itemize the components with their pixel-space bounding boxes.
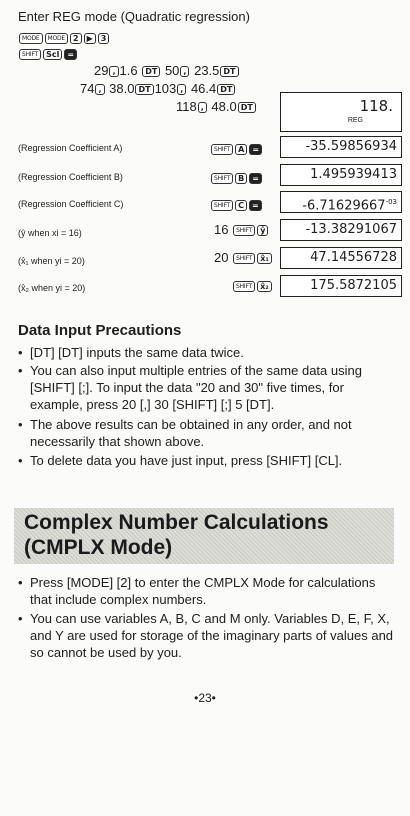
display-value: 118. bbox=[359, 97, 393, 115]
result-label: (x̂₂ when yi = 20) bbox=[18, 283, 86, 293]
result-keys bbox=[210, 170, 263, 188]
page-number: •23• bbox=[194, 691, 216, 705]
three-key: 3 bbox=[98, 33, 110, 44]
cmplx-title-line-1: Complex Number Calculations bbox=[24, 511, 329, 534]
shift-key: SHIFT bbox=[233, 253, 255, 264]
result-display: -13.38291067 bbox=[280, 219, 402, 241]
list-item: • The above results can be obtained in any order, and not necessarily that shown above. bbox=[18, 416, 396, 450]
dt-key: DT bbox=[220, 66, 238, 77]
exponent: -03 bbox=[385, 198, 397, 206]
shift-key: SHIFT bbox=[233, 225, 255, 236]
dt-key: DT bbox=[135, 84, 153, 95]
main-display bbox=[280, 92, 402, 132]
precautions-heading: Data Input Precautions bbox=[18, 322, 182, 339]
comma-key: , bbox=[177, 84, 186, 95]
comma-key: , bbox=[95, 84, 104, 95]
entry-value: 38.0 bbox=[109, 81, 135, 96]
result-display: 1.495939413 bbox=[280, 164, 402, 186]
scl-key: Scl bbox=[43, 49, 62, 60]
input-number: 20 bbox=[214, 250, 229, 265]
shift-key: SHIFT bbox=[211, 173, 233, 184]
y-hat-key: ŷ bbox=[257, 225, 268, 236]
key-row-2 bbox=[18, 46, 78, 64]
entry-value: 118 bbox=[176, 99, 197, 114]
result-display bbox=[280, 191, 402, 213]
dt-key: DT bbox=[217, 84, 235, 95]
result-keys bbox=[210, 197, 263, 215]
comma-key: , bbox=[198, 102, 207, 113]
list-item: • You can use variables A, B, C and M only. Variables D, E, F, X, and Y are used for storage of the imaginary parts of values and so cannot be used by you. bbox=[18, 610, 396, 661]
result-display: 47.14556728 bbox=[280, 247, 402, 269]
shift-key: SHIFT bbox=[233, 281, 255, 292]
dt-key: DT bbox=[142, 66, 160, 77]
input-number: 16 bbox=[214, 222, 229, 237]
list-item: • To delete data you have just input, press [SHIFT] [CL]. bbox=[18, 452, 396, 469]
entry-value: 1.6 bbox=[119, 63, 138, 78]
shift-key: SHIFT bbox=[19, 49, 41, 60]
result-display: 175.5872105 bbox=[280, 275, 402, 297]
bullet-text: To delete data you have just input, press [SHIFT] [CL]. bbox=[30, 453, 343, 468]
entry-value: 23.5 bbox=[194, 63, 220, 78]
result-keys bbox=[232, 278, 273, 296]
comma-key: , bbox=[180, 66, 189, 77]
right-arrow-key: ▶ bbox=[84, 33, 96, 44]
result-label: (ŷ when xi = 16) bbox=[18, 228, 82, 238]
x2-hat-key: x̂₂ bbox=[257, 281, 272, 292]
list-item: • You can also input multiple entries of the same data using [SHIFT] [;]. To input the data "20 and 30" five times, for example, press 20 [,] 30 [SHIFT] [;] 5 [DT]. bbox=[18, 362, 396, 413]
bullet-text: The above results can be obtained in any order, and not necessarily that shown above. bbox=[30, 417, 352, 449]
entry-value: 103 bbox=[154, 81, 177, 96]
c-key: C bbox=[235, 200, 247, 211]
mode-key: MODE bbox=[19, 33, 43, 44]
shift-key: SHIFT bbox=[211, 144, 233, 155]
reg-indicator: REG bbox=[347, 117, 363, 124]
bullet-text: You can use variables A, B, C and M only. Variables D, E, F, X, and Y are used for storage of the imaginary parts of values and so cannot be used by you. bbox=[30, 611, 394, 660]
two-key: 2 bbox=[70, 33, 82, 44]
bullet-text: Press [MODE] [2] to enter the CMPLX Mode for calculations that include complex numbers. bbox=[30, 575, 376, 607]
equals-key: = bbox=[249, 144, 262, 155]
result-label: (Regression Coefficient A) bbox=[18, 143, 123, 153]
bullet-text: You can also input multiple entries of the same data using [SHIFT] [;]. To input the data "20 and 30" five times, for example, press 20 [,] 30 [SHIFT] [;] 5 [DT]. bbox=[30, 363, 362, 412]
entry-value: 74 bbox=[80, 81, 95, 96]
shift-key: SHIFT bbox=[211, 200, 233, 211]
result-label: (Regression Coefficient C) bbox=[18, 199, 124, 209]
bullet-text: [DT] [DT] inputs the same data twice. bbox=[30, 345, 244, 360]
equals-key: = bbox=[249, 200, 262, 211]
x1-hat-key: x̂₁ bbox=[257, 253, 272, 264]
equals-key: = bbox=[64, 49, 77, 60]
entry-value: 46.4 bbox=[190, 81, 217, 96]
entry-value: 48.0 bbox=[211, 99, 237, 114]
list-item: • [DT] [DT] inputs the same data twice. bbox=[18, 344, 396, 361]
section-header: Enter REG mode (Quadratic regression) bbox=[18, 9, 250, 24]
entry-value: 29 bbox=[94, 63, 109, 78]
mode-key: MODE bbox=[45, 33, 69, 44]
entry-value: 50 bbox=[164, 63, 180, 78]
cmplx-title-line-2: (CMPLX Mode) bbox=[24, 536, 173, 559]
entry-line-3 bbox=[176, 99, 257, 114]
b-key: B bbox=[235, 173, 247, 184]
list-item: • Press [MODE] [2] to enter the CMPLX Mode for calculations that include complex numbers. bbox=[18, 574, 396, 608]
entry-line-1 bbox=[94, 63, 240, 78]
dt-key: DT bbox=[238, 102, 256, 113]
cmplx-title bbox=[24, 510, 329, 560]
result-keys bbox=[210, 141, 263, 159]
result-value: -6.71629667 bbox=[302, 198, 386, 214]
a-key: A bbox=[235, 144, 247, 155]
result-label: (Regression Coefficient B) bbox=[18, 172, 123, 182]
result-keys bbox=[214, 250, 273, 265]
result-keys bbox=[214, 222, 269, 237]
comma-key: , bbox=[109, 66, 118, 77]
equals-key: = bbox=[249, 173, 262, 184]
result-display: -35.59856934 bbox=[280, 136, 402, 158]
result-label: (x̂₁ when yi = 20) bbox=[18, 256, 85, 266]
entry-line-2 bbox=[80, 81, 236, 96]
